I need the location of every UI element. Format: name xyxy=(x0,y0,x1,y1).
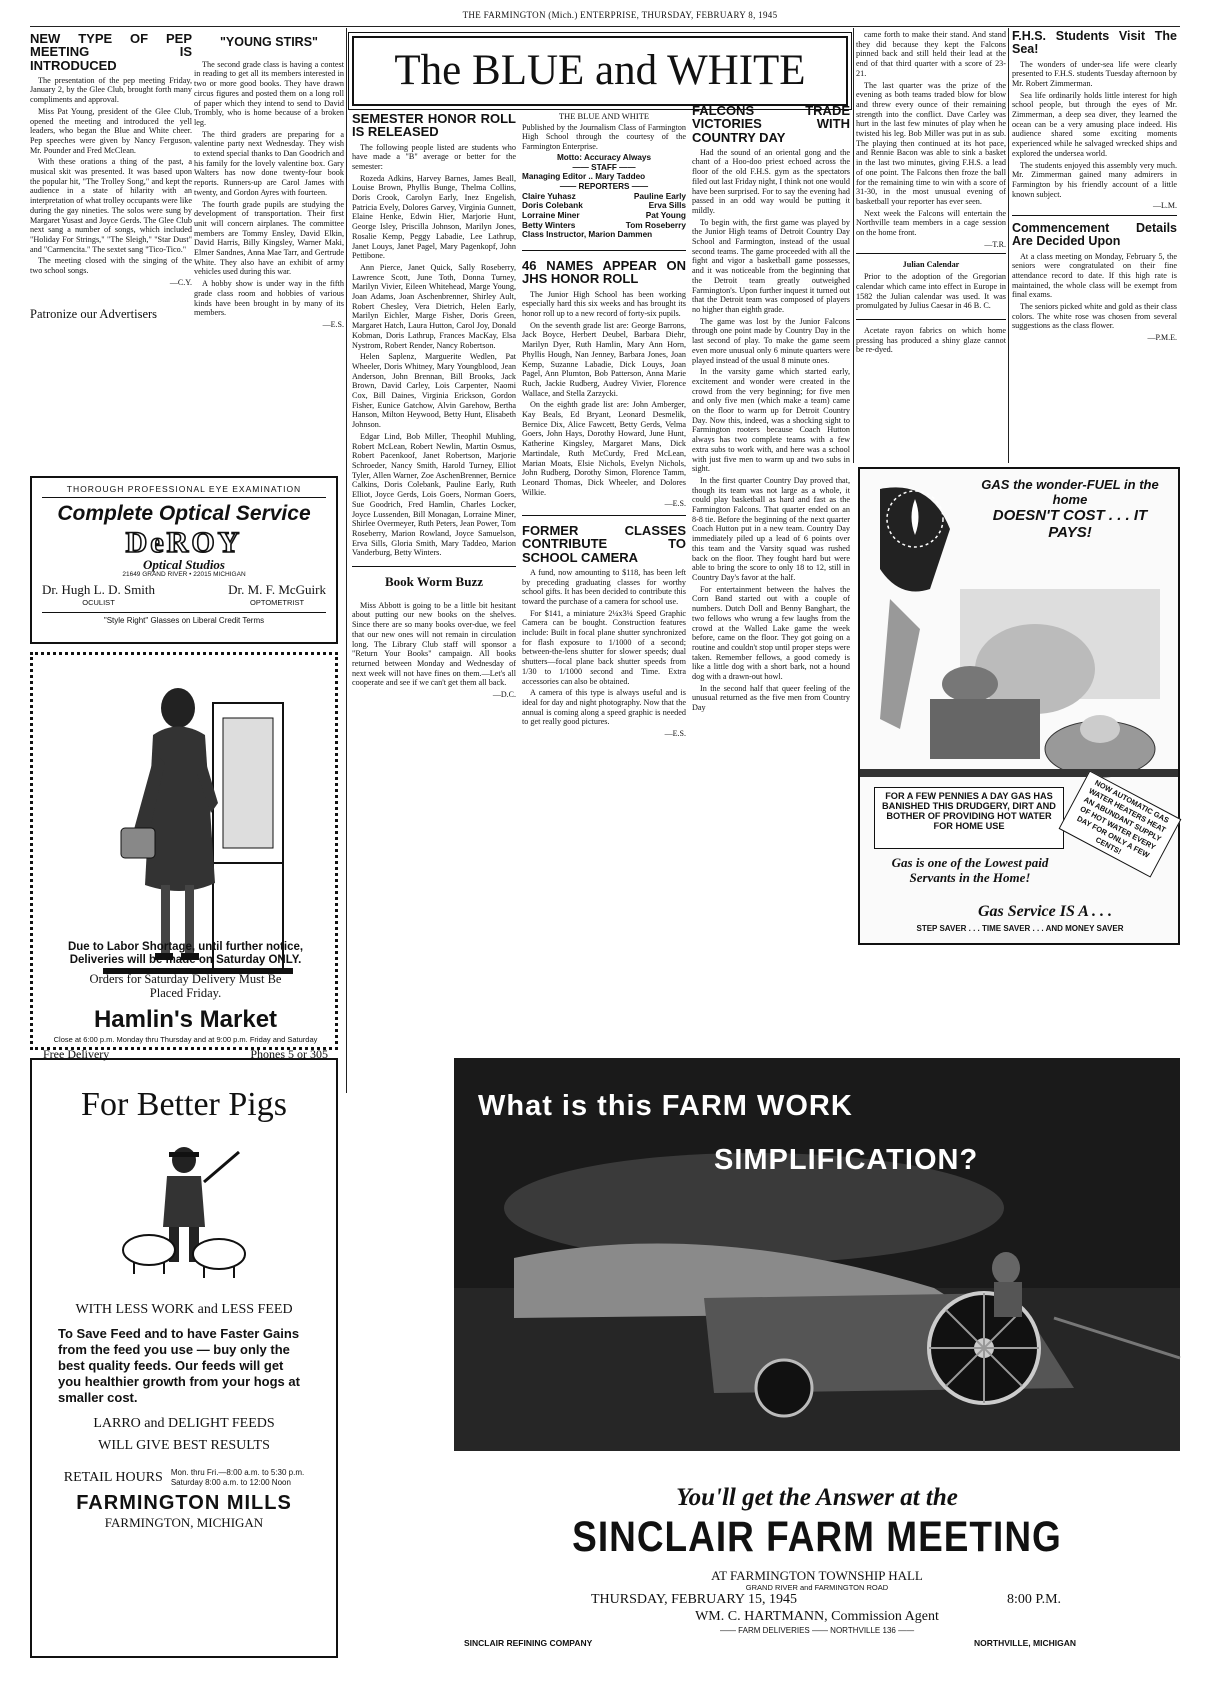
article-paragraph: Next week the Falcons will entertain the Northville team members in a cage session on the home front. xyxy=(856,208,1006,238)
article-paragraph: For entertainment between the halves the Corn Band started out with a couple of numbers. Dutch Doll and Benny Banghart, the two fellows who wrung a few laughs from the crowd at the Walled Lake game the week before, came on the floor. They got going on a routine and couldn't stop until proper steps were taken. Remember fellows, a good comedy is like a little dog with a short bark, not a hound dog with a drawn-out howl. xyxy=(692,584,850,682)
doctor-title: OPTOMETRIST xyxy=(250,598,305,607)
reporter-name: Erva Sills xyxy=(648,200,686,211)
article-paragraph: On the eighth grade list are: John Amberger, Kay Beals, Ed Bryant, Leonard Desmelik, Bernice Dix, Alice Fawcett, Betty Gerds, Velma Goers, John Hays, Dorothy Howard, June Hunt, Katherine Kingsley, Margaret Mans, Dick Martindale, Ruth McCurdy, Fred McLean, Marian Moats, Elsie Nichols, Evelyn Nichols, John Rudberg, Dorothy Simon, Florence Tamm, Leonard Thomas, Dick Wheeler, and Dolores Wilkie. xyxy=(522,400,686,497)
reporters-table xyxy=(522,192,686,231)
byline: —C.Y. xyxy=(169,277,192,287)
byline: —E.S. xyxy=(322,319,344,329)
table-row xyxy=(522,221,686,231)
article-paragraph: Prior to the adoption of the Gregorian calendar which came into effect in Europe in 1582 the Julian calendar was used. It was promulgated by Julius Caesar in 46 B. C. xyxy=(856,272,1006,311)
article-paragraph: Miss Pat Young, president of the Glee Club, opened the meeting and introduced the yell leaders, who began the Blue and White cheer. Pep speeches were given by Nancy Ferguson, Mr. Pounder and Fred McClean. xyxy=(30,106,192,155)
gas-drudgery-box xyxy=(874,787,1064,849)
doctor-title: OCULIST xyxy=(82,598,115,607)
sinclair-headline-2: SIMPLIFICATION? xyxy=(714,1144,979,1176)
masthead: THE FARMINGTON (Mich.) ENTERPRISE, THURSDAY, FEBRUARY 8, 1945 xyxy=(462,10,778,20)
ad-orders: Orders for Saturday Delivery Must Be Placed Friday. xyxy=(89,972,282,1000)
ad-tagline: WITH LESS WORK and LESS FEED xyxy=(75,1302,293,1317)
section-rule xyxy=(522,515,686,516)
article-paragraph: came forth to make their stand. And stand they did because they kept the Falcons pinned back and still held their lead at the end of that third quarter with a score of 23-21. xyxy=(856,30,1006,78)
article-paragraph: On the seventh grade list are: George Barrons, Jack Boyce, Herbert Deubel, Barbara Diehr, Marilyn Dyer, Ruth Hamlin, Mary Ann Horn, Phyllis Hough, Nan Jenney, Barbara Jones, Joan Kemp, Suzanne Labadie, Dick Louys, Joan Pagel, Ann Plumton, Bob Patterson, Anna Marie Ruch, Jackie Rudberg, Audrey Vivier, Florence Wallace, and Stella Zarzycki. xyxy=(522,320,686,398)
reporter-name: Lorraine Miner xyxy=(522,210,580,221)
article-paragraph: Helen Saplenz, Marguerite Wedlen, Pat Wheeler, Doris Whitney, Mary Youngblood, Jean Anderson, John Brennan, Bill Brooks, Jack Brown, David Carley, Lois Carpenter, Naomi Cox, Bill Daines, Virginia Erickson, Gordon Fisher, Eunice Gatchow, Alvin Garehow, Bertha Hanson, Milton Heywood, Betty Hunt, Elisabeth Johnson. xyxy=(352,352,516,430)
article-title: 46 NAMES APPEAR ON JHS HONOR ROLL xyxy=(522,258,686,287)
article-title: "YOUNG STIRS" xyxy=(220,35,318,49)
article-paragraph: At a class meeting on Monday, February 5, the seniors were congratulated on their fine attendance record to date. If this high rate is maintained, the whole class will be exempt from final exams. xyxy=(1012,251,1177,300)
ad-brand: DeROY xyxy=(125,526,243,559)
gas-tagline: STEP SAVER . . . TIME SAVER . . . AND MONEY SAVER xyxy=(916,924,1124,933)
byline: —D.C. xyxy=(492,690,516,700)
column-honor-roll xyxy=(352,112,516,1052)
ad-footer: "Style Right" Glasses on Liberal Credit Terms xyxy=(103,616,265,625)
farmer-pigs-illustration xyxy=(109,1132,259,1282)
ad-headline: DOESN'T COST . . . IT PAYS! xyxy=(992,507,1148,541)
ad-hours-line: Mon. thru Fri.—8:00 a.m. to 5:30 p.m. xyxy=(170,1468,305,1477)
article-paragraph: In the first quarter Country Day proved that, though its team was not large as a whole, it could play basketball as hard and fast as the Farmington Falcons. That quarter ended on an 8-8 tie. Before the beginning of the next quarter Coach Hutton put in a new team. Country Day immediately piled up a lead of 6 points over this team and the Varsity squad was rushed back on the floor. They fought hard but were able to bring the score to only 18 to 12, still in Country Day's favor at the half. xyxy=(692,475,850,582)
doctor-name: Dr. Hugh L. D. Smith xyxy=(42,582,156,597)
ad-hours-label: RETAIL HOURS xyxy=(63,1470,163,1485)
staff-heading: —— REPORTERS —— xyxy=(559,181,649,191)
sinclair-city: NORTHVILLE, MICHIGAN xyxy=(974,1638,1076,1648)
patronize-line: Patronize our Advertisers xyxy=(30,306,158,321)
column-rule xyxy=(1008,28,1009,463)
article-paragraph: In the varsity game which started early, excitement and wonder were created in the crowd from the very beginning; for five men and only five men (which make a team) came on the floor to warm up for Detroit Country Day. Now this, indeed, was a shocking sight to Farmington rooters because Coach Hutton always has two complete teams with a few extra subs to work with, and here was a school with just five men to warm up and two subs in sight. xyxy=(692,367,850,474)
sinclair-road: GRAND RIVER and FARMINGTON ROAD xyxy=(745,1583,889,1592)
doctor-block xyxy=(228,582,326,607)
byline: —P.M.E. xyxy=(1147,333,1177,343)
reporter-name: Betty Winters xyxy=(522,219,576,230)
byline: —T.R. xyxy=(984,239,1006,249)
column-pep-meeting xyxy=(30,32,192,447)
ad-feeds: LARRO and DELIGHT FEEDS xyxy=(93,1416,275,1431)
article-paragraph: A fund, now amounting to $118, has been left by preceding graduating classes for worthy school gifts. It has been decided to contribute this toward the purchase of a camera for school use. xyxy=(522,567,686,606)
ad-address: 21649 GRAND RIVER • 22015 MICHIGAN xyxy=(122,571,246,578)
box-line: FOR A FEW PENNIES A DAY GAS HAS xyxy=(885,791,1053,801)
farmington-mills-ad xyxy=(30,1058,338,1658)
ad-body: To Save Feed and to have Faster Gains from the feed you use — buy only the best quality feeds. Our feeds will get you healthier growth from your hogs at smaller cost. xyxy=(58,1326,300,1405)
article-paragraph: Sea life ordinarily holds little interest for high school people, but through the eyes of Mr. Zimmerman, a deep sea diver, they learned the ocean can be a very amusing place indeed. His audience shared some exciting moments experienced while he salvaged wrecked ships and explored the undersea world. xyxy=(1012,90,1177,158)
sinclair-agent: WM. C. HARTMANN, Commission Agent xyxy=(695,1609,939,1624)
sinclair-script: You'll get the Answer at the xyxy=(676,1484,958,1511)
column-falcons-continued xyxy=(856,30,1006,462)
ad-headline: Complete Optical Service xyxy=(57,502,311,525)
sinclair-farm-meeting-ad xyxy=(454,1058,1180,1658)
reporter-name: Doris Colebank xyxy=(522,200,583,211)
article-title: Book Worm Buzz xyxy=(385,574,483,590)
sinclair-time: 8:00 P.M. xyxy=(1006,1592,1062,1607)
staff-title: THE BLUE AND WHITE xyxy=(558,111,650,121)
article-title: FALCONS TRADE VICTORIES WITH COUNTRY DAY xyxy=(692,103,850,145)
ad-title: For Better Pigs xyxy=(81,1086,287,1123)
article-paragraph: For $141, a miniature 2¼x3¼ Speed Graphic Camera can be bought. Construction features include: Built in focal plane shutter synchronized for flash exposure to 1/1000 of a second; between-the-lens shutter for slower speeds; dual shutters—focal plane back shutter speeds from 1/30 to 1/1000 second and Time. Extra accessories can also be obtained. xyxy=(522,608,686,686)
byline: —E.S. xyxy=(664,729,686,739)
sinclair-venue: AT FARMINGTON TOWNSHIP HALL xyxy=(711,1568,923,1583)
gas-slogan: Gas is one of the Lowest paid Servants in the Home! xyxy=(891,855,1049,885)
ad-hours-block xyxy=(171,1468,304,1488)
article-paragraph: The following people listed are students who have made a "B" average or better for the semester: xyxy=(352,142,516,171)
article-title: Commencement Details Are Decided Upon xyxy=(1012,221,1177,248)
column-falcons xyxy=(692,104,850,1054)
column-rule xyxy=(346,28,347,1093)
gas-diagonal-text: NOW AUTOMATIC GAS WATER HEATERS HEAT AN ABUNDANT SUPPLY OF HOT WATER EVERY DAY FOR ONLY A FEW CENTS! xyxy=(1059,770,1182,877)
article-title: Julian Calendar xyxy=(902,260,960,270)
reporter-name: Claire Yuhasz xyxy=(522,190,576,201)
ad-hours-line: Saturday 8:00 a.m. to 12:00 Noon xyxy=(170,1478,291,1487)
article-paragraph: The second grade class is having a contest in reading to get all its members interested in two or more good books. They have drawn circus figures and posted them on a long roll of paper which they intend to send to David Trombly, who is home because of a broken leg. xyxy=(194,59,344,127)
sinclair-title: SINCLAIR FARM MEETING xyxy=(572,1512,1062,1560)
optical-service-ad xyxy=(30,476,338,644)
ad-doctors xyxy=(42,582,326,607)
section-rule xyxy=(856,253,1006,254)
column-young-stirs xyxy=(194,35,344,453)
article-paragraph: The meeting closed with the singing of the two school songs. xyxy=(30,256,192,276)
column-sea-commencement xyxy=(1012,30,1177,462)
ad-notice: Due to Labor Shortage, until further notice, Deliveries will be made on Saturday ONLY. xyxy=(67,941,304,966)
article-paragraph: In the second half that queer feeling of the unusual returned as the five men from Country Day xyxy=(692,683,850,713)
ad-hours: Close at 6:00 p.m. Monday thru Thursday and at 9:00 p.m. Friday and Saturday xyxy=(53,1035,318,1044)
sinclair-date: THURSDAY, FEBRUARY 15, 1945 xyxy=(590,1592,798,1607)
staff-instructor: Class Instructor, Marion Dammen xyxy=(522,230,653,240)
section-rule xyxy=(856,319,1006,320)
byline: —E.S. xyxy=(664,499,686,509)
article-paragraph: The game was lost by the Junior Falcons through one point made by Country Day in the last second of play. To make the game seem even more unusual only 6 minute quarters were played instead of the usual 8 minute ones. xyxy=(692,316,850,365)
column-staff-jhs xyxy=(522,112,686,1052)
sinclair-company: SINCLAIR REFINING COMPANY xyxy=(464,1638,593,1648)
article-paragraph: Acetate rayon fabrics on which home pressing has produced a shiny glaze cannot be re-dyed. xyxy=(856,325,1006,355)
byline: —L.M. xyxy=(1153,201,1177,211)
article-paragraph: The seniors picked white and gold as their class colors. The white rose was chosen from several suggestions as the class flower. xyxy=(1012,302,1177,331)
box-line: BANISHED THIS DRUDGERY, DIRT AND xyxy=(882,801,1056,811)
article-paragraph: The students enjoyed this assembly very much. Mr. Zimmerman gained many admirers in Farmington by his friendly account of a little known subject. xyxy=(1012,160,1177,199)
staff-heading: —— STAFF —— xyxy=(572,162,636,172)
doctor-block xyxy=(42,582,155,607)
article-paragraph: Had the sound of an oriental gong and the chant of a Hoo-doo priest echoed across the floor of the old F.H.S. gym as the spectators filed out last Friday night, I think not one would have been surprised. For to say the evening had passed in an odd way would be putting it mildly. xyxy=(692,147,850,215)
doctor-name: Dr. M. F. McGuirk xyxy=(228,582,326,597)
article-paragraph: Edgar Lind, Bob Miller, Theophil Muhling, Robert McLean, Robert Newlin, Martin Osmus, Robert Pacenkoof, Janet Robertson, Marjorie Schroeder, Nancy Smith, Harold Turney, Elliot Tyler, Allen Warner, Zoe AschenBrenner, Bernice Calkins, Doris Colebank, Pauline Early, Ruth Elliot, Joyce Gerds, Lois Goers, Norman Goers, Sue Goodrich, Fred Hamlin, Charles Locker, Joyce Lussenden, Bill Monagan, Lorraine Miner, Shirlee Overmeyer, Ruth Peters, Jean Power, Tom Roseberry, Marion Rowland, Joyce Samuelson, Erva Sills, Gloria Smith, Mary Taddeo, Marion Vanderburg, Betty Winters. xyxy=(352,431,516,558)
section-rule xyxy=(522,250,686,251)
article-paragraph: The fourth grade pupils are studying the development of transportation. Their first unit will concern airplanes. The committee members are Tommy Ensley, David Elkin, David Harris, Billy Kingsley, Warner Maki, Elmer Sandnes, Anna Mae Tarr, and Gertrude White. They also have an exhibit of army vehicles used during this war. xyxy=(194,199,344,277)
article-paragraph: A hobby show is under way in the fifth grade class room and hobbies of various kinds have been brought in by many of its members. xyxy=(194,279,344,318)
article-paragraph: Ann Pierce, Janet Quick, Sally Roseberry, Lawrence Scott, June Toth, Donna Turney, Marilyn Vivier, Eileen Whitehead, Marge Young, Joan Adams, Joan Aschenbrenner, Shirley Ault, Robert Chesley, Vera Dietrich, Helen Early, Marilyn Eichler, Marge Fisher, Doris Green, Margaret Hatch, Laura Hutton, Carol Joy, Donald Kobman, Doris Lathrup, Frances MacKay, Elsa Nystrom, Robert Render, Nancy Robertson. xyxy=(352,262,516,350)
section-rule xyxy=(1012,215,1177,216)
ad-phones: Phones 5 or 305 xyxy=(250,1047,328,1061)
article-paragraph: Miss Abbott is going to be a little bit hesitant about putting our new books on the shelves. Since there are so many books over-due, we feel that our new ones will not remain in circulation long. The Library Club staff will sponsor a "Return Your Books" campaign. All books returned between Monday and Wednesday of next week will not have fines on them.—Let's all cooperate and see if we can't get them all back. xyxy=(352,600,516,688)
box-line: BOTHER OF PROVIDING HOT WATER xyxy=(886,811,1052,821)
column-rule xyxy=(853,28,854,463)
article-paragraph: The wonders of under-sea life were clearly presented to F.H.S. students Tuesday afternoon by Mr. Robert Zimmerman. xyxy=(1012,59,1177,88)
article-title: SEMESTER HONOR ROLL IS RELEASED xyxy=(352,111,516,140)
ad-delivery: Free Delivery xyxy=(43,1047,110,1061)
staff-desc: Published by the Journalism Class of Farmington High School through the courtesy of the Farmington Enterprise. xyxy=(522,122,686,152)
staff-motto: Motto: Accuracy Always xyxy=(556,152,652,162)
ad-results: WILL GIVE BEST RESULTS xyxy=(98,1438,270,1453)
hamlins-market-ad xyxy=(30,652,338,1061)
box-line: FOR HOME USE xyxy=(933,821,1005,831)
article-paragraph: A camera of this type is always useful and is ideal for day and night photography. Now that the annual is coming along a speed graphic is needed to get really good pictures. xyxy=(522,688,686,727)
gas-headline-block xyxy=(970,477,1170,541)
ad-city: FARMINGTON, MICHIGAN xyxy=(104,1515,264,1530)
ad-hours-row xyxy=(44,1468,324,1488)
hamlin-text xyxy=(43,941,328,1062)
article-paragraph: The last quarter was the prize of the evening as both teams traded blow for blow and threw every ounce of their remaining strength into the conflict. Dave Carley was hurt in the last few minutes of play when he twisted his leg. Bob Miller was put in as sub. The playing then continued at its hot pace, and Rennie Bacon was able to sink a basket in the last two minutes, giving F.H.S. a lead of one point. The Falcons then froze the ball for the remaining time to win with a score of 31-30, in the most unusual evening of basketball your reporter has ever seen. xyxy=(856,80,1006,206)
article-paragraph: The presentation of the pep meeting Friday, January 2, by the Glee Club, brought forth many compliments and approval. xyxy=(30,75,192,105)
article-title: FORMER CLASSES CONTRIBUTE TO SCHOOL CAMERA xyxy=(522,523,686,565)
masthead-rule xyxy=(30,26,1180,27)
ad-store-name: Hamlin's Market xyxy=(93,1006,278,1033)
ad-rule xyxy=(42,612,326,613)
reporter-name: Pauline Early xyxy=(633,190,686,201)
article-paragraph: The third graders are preparing for a valentine party next Wednesday. They wish to extend special thanks to Dan Goodrich and his family for the lovely valentine box. Gary Walters has now done twenty-four book reports. Runners-up are Carol James with twenty, and Gordon Ayres with fourteen. xyxy=(194,129,344,197)
ad-topline: THOROUGH PROFESSIONAL EYE EXAMINATION xyxy=(66,484,302,494)
ad-headline: GAS the wonder-FUEL in the home xyxy=(981,477,1159,507)
article-paragraph: With these orations a thing of the past, a musical skit was presented. It was based upon the popular hit, "The Trolley Song," and kept the audience in a state of hilarity with an interpretation of what trolley occupants were like during the gay nineties. The solos were sung by Margaret Yusast and Joyce Gerds. The Glee Club next sang a number of songs, which included "Holiday For Strings," "The Sleigh," "Star Dust" and "Carmencita." The sextet sang "Tico-Tico." xyxy=(30,157,192,254)
staff-managing: Managing Editor .. Mary Taddeo xyxy=(522,172,646,182)
sinclair-photo xyxy=(454,1058,1180,1451)
sinclair-headline-1: What is this FARM WORK xyxy=(478,1090,853,1122)
gas-service-ad xyxy=(858,467,1180,945)
school-page-banner xyxy=(352,36,848,106)
reporter-name: Pat Young xyxy=(645,210,686,221)
article-paragraph: To begin with, the first game was played by the Junior High teams of Detroit Country Day School and Farmington, instead of the usual second teams. The game proceeded with all the fight and vigor a basketball game possesses, and it was noticeable from the beginning that the Detroit team greatly outweighed Farmington's. Upon further inquest it turned out that the Detroit team was composed of players no higher than eighth grade. xyxy=(692,217,850,314)
section-rule xyxy=(352,566,516,567)
banner-title: The BLUE and WHITE xyxy=(394,47,806,94)
ad-rule xyxy=(42,497,326,498)
ad-brand-sub: Optical Studios xyxy=(143,557,225,572)
article-paragraph: The Junior High School has been working especially hard this six weeks and has brought its honor roll up to a new record of forty-six pupils. xyxy=(522,289,686,319)
article-title: NEW TYPE OF PEP MEETING IS INTRODUCED xyxy=(30,31,192,73)
ad-company: FARMINGTON MILLS xyxy=(76,1492,292,1514)
reporter-name: Tom Roseberry xyxy=(625,219,686,230)
article-paragraph: Rozeda Adkins, Harvey Barnes, James Beall, Louise Brown, Phyllis Bunge, Thelma Collins, Doris Crook, Carolyn Early, Inez Engelish, Patricia Evely, Dolores Garvey, Virginia Gunnett, Elaine Henke, Edwin Hier, Marjorie Hunt, George Isley, Priscilla Johnson, Marilyn Jones, Rosalie Kemp, Peggy Labadie, Lee Lathrup, Janet Louys, Janet Pagel, Mary Pagenkopf, John Pettibone. xyxy=(352,173,516,261)
article-title: F.H.S. Students Visit The Sea! xyxy=(1012,29,1177,56)
gas-brand: Gas Service IS A . . . xyxy=(977,903,1113,920)
sinclair-deliveries: —— FARM DELIVERIES —— NORTHVILLE 136 —— xyxy=(719,1626,915,1635)
